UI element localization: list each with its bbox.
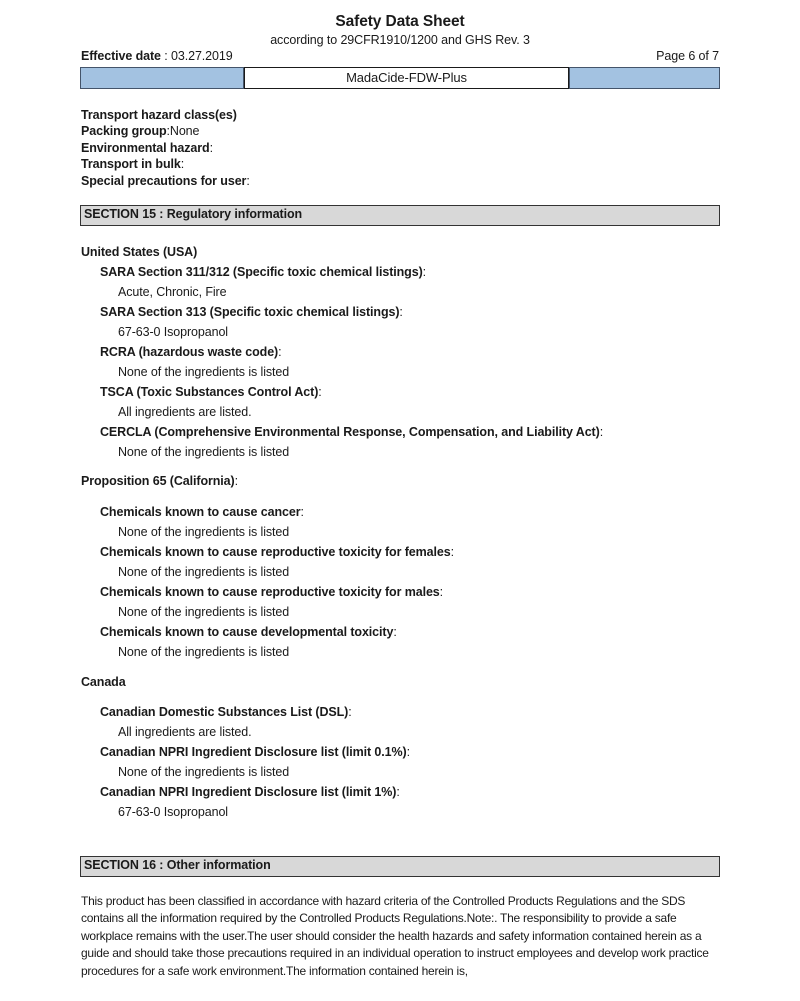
regulatory-item-label: Chemicals known to cause cancer [100,505,301,519]
regulatory-item-label: SARA Section 311/312 (Specific toxic chemical listings) [100,265,423,279]
usa-regulatory-block [81,242,603,462]
regulatory-item-label: CERCLA (Comprehensive Environmental Response, Compensation, and Liability Act) [100,425,600,439]
regulatory-item-value: All ingredients are listed. [118,725,252,739]
product-banner [80,67,720,89]
transport-value: :None [166,124,200,139]
section-16-header: SECTION 16 : Other information [80,856,720,877]
colon: : [399,305,403,319]
transport-line [81,140,250,156]
effective-date-label: Effective date [81,49,161,63]
colon: : [396,785,400,799]
other-info-paragraph: This product has been classified in accordance with hazard criteria of the Controlled Products Regulations and the SDS contains all the information required by the Controlled Products Regulations.Note:. The responsibility to provide a safe workplace remains with the user.The user should consider the health hazards and safety information contained herein as a guide and should take those precautions required in an individual operation to instruct employees and develop work practice procedures for a safe work environment.The information contained herein is, [81,894,709,978]
document-subtitle: according to 29CFR1910/1200 and GHS Rev. 3 [270,33,530,47]
meta-row [81,48,719,64]
colon: : [278,345,282,359]
regulatory-item-label: Chemicals known to cause reproductive toxicity for males [100,585,440,599]
regulatory-item [100,742,410,762]
transport-value: : [209,140,213,155]
transport-line [81,173,250,189]
regulatory-item-value: None of the ingredients is listed [118,525,290,539]
regulatory-item-label: RCRA (hazardous waste code) [100,345,279,359]
colon: : [599,425,604,439]
regulatory-item-label: Chemicals known to cause reproductive toxicity for females [100,545,451,559]
regulatory-item-value: 67-63-0 Isopropanol [118,805,228,819]
regulatory-item-value: 67-63-0 Isopropanol [118,325,228,339]
transport-label: Transport in bulk [81,157,181,172]
transport-section [81,107,250,189]
prop65-block [81,502,454,662]
regulatory-item-value: None of the ingredients is listed [118,645,290,659]
regulatory-item-label: Chemicals known to cause developmental toxicity [100,625,394,639]
document-title: Safety Data Sheet [335,13,465,30]
transport-line [81,107,250,123]
prop65-heading-label: Proposition 65 (California) [81,474,235,488]
regulatory-item-value: None of the ingredients is listed [118,605,290,619]
regulatory-item-value: Acute, Chronic, Fire [118,285,227,299]
transport-line [81,156,250,172]
regulatory-item-label: TSCA (Toxic Substances Control Act) [100,385,319,399]
transport-label: Transport hazard class(es) [81,108,237,122]
regulatory-item-value: None of the ingredients is listed [118,365,290,379]
colon: : [439,585,444,599]
regulatory-item [100,342,603,362]
transport-value: : [180,157,185,172]
regulatory-item-value: None of the ingredients is listed [118,565,290,579]
regulatory-item-label: Canadian NPRI Ingredient Disclosure list (limit 0.1%) [100,745,407,759]
product-name: MadaCide-FDW-Plus [244,67,569,89]
effective-date-value: : 03.27.2019 [160,49,233,63]
prop65-heading [81,471,238,491]
regulatory-item-label: Canadian Domestic Substances List (DSL) [100,705,349,719]
regulatory-item-value: All ingredients are listed. [118,405,252,419]
colon: : [422,265,427,279]
banner-cell-right [569,67,720,89]
regulatory-item [100,542,454,562]
transport-line [81,123,250,139]
effective-date [81,48,233,64]
regulatory-item [100,302,603,322]
regulatory-item [100,422,603,442]
colon: : [393,625,397,639]
colon: : [318,385,322,399]
colon: : [300,505,304,519]
colon: : [234,474,238,488]
transport-value: : [246,173,250,188]
regulatory-item [100,582,454,602]
regulatory-item [100,782,410,802]
regulatory-item-value: None of the ingredients is listed [118,765,290,779]
regulatory-item [100,622,454,642]
canada-heading: Canada [81,675,126,689]
regulatory-item-label: Canadian NPRI Ingredient Disclosure list (limit 1%) [100,785,397,799]
banner-cell-left [80,67,244,89]
regulatory-item-value: None of the ingredients is listed [118,445,290,459]
regulatory-item [100,262,603,282]
section-15-header: SECTION 15 : Regulatory information [80,205,720,226]
transport-label: Special precautions for user [81,173,247,188]
colon: : [406,745,410,759]
regulatory-item [100,502,454,522]
canada-block [81,702,410,822]
regulatory-item [100,382,603,402]
colon: : [450,545,454,559]
usa-heading: United States (USA) [81,245,198,259]
page-number: Page 6 of 7 [656,49,719,63]
regulatory-item [100,702,410,722]
transport-label: Environmental hazard [81,140,210,155]
colon: : [348,705,352,719]
regulatory-item-label: SARA Section 313 (Specific toxic chemical listings) [100,305,400,319]
transport-label: Packing group [81,124,167,139]
